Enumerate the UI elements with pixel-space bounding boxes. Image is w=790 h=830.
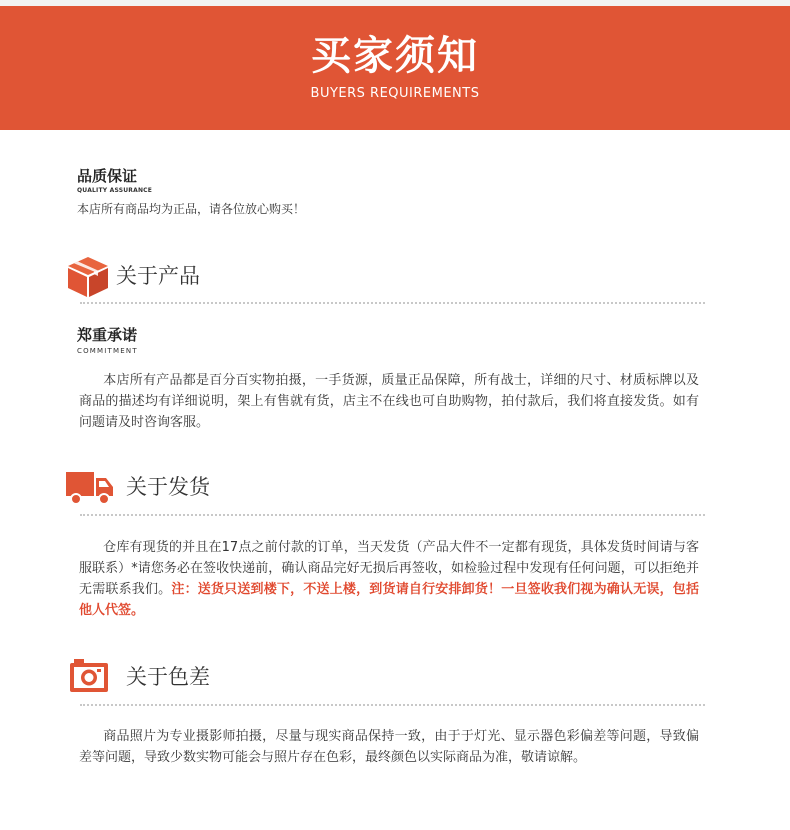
color-paragraph: [79, 726, 699, 768]
quality-title: 品质保证: [77, 167, 138, 185]
quality-subtitle: QUALITY ASSURANCE: [77, 187, 153, 194]
header-banner: [0, 6, 790, 130]
product-text: 本店所有产品都是百分百实物拍摄，一手货源，质量正品保障，所有战士，详细的尺寸、材质标牌以及商品的描述均有详细说明，架上有售就有货，店主不在线也可自助购物，拍付款后，我们将直接发货。如有问题请及时咨询客服。: [79, 373, 699, 430]
divider: [80, 514, 705, 516]
shipping-notice: 注：送货只送到楼下，不送上楼，到货请自行安排卸货！一旦签收我们视为确认无误，包括他人代签。: [79, 582, 699, 618]
color-text: 商品照片为专业摄影师拍摄，尽量与现实商品保持一致，由于于灯光、显示器色彩偏差等问题，导致偏差等问题，导致少数实物可能会与照片存在色彩，最终颜色以实际商品为准，敬请谅解。: [79, 729, 699, 765]
camera-icon: [66, 656, 110, 700]
shipping-paragraph: [79, 537, 699, 621]
shipping-section-title: 关于发货: [126, 475, 210, 499]
color-section-title: 关于色差: [126, 665, 210, 689]
color-section-header: [66, 656, 716, 700]
truck-icon: [66, 466, 114, 510]
banner-title: 买家须知: [311, 33, 479, 79]
commitment-subtitle: COMMITMENT: [77, 347, 138, 355]
shipping-section-header: [66, 466, 716, 510]
product-paragraph: [79, 370, 699, 433]
box-icon: [66, 255, 110, 299]
product-section-header: [66, 255, 716, 299]
quality-text: 本店所有商品均为正品，请各位放心购买！: [77, 202, 306, 216]
commitment-title: 郑重承诺: [77, 326, 138, 344]
divider: [80, 704, 705, 706]
banner-subtitle: BUYERS REQUIREMENTS: [310, 86, 480, 101]
divider: [80, 302, 705, 304]
shipping-text: 仓库有现货的并且在17点之前付款的订单，当天发货（产品大件不一定都有现货，具体发货时间请与客服联系）*请您务必在签收快递前，确认商品完好无损后再签收，如检验过程中发现有任何问题，可以拒绝并无需联系我们。: [79, 540, 699, 597]
product-section-title: 关于产品: [116, 264, 200, 288]
